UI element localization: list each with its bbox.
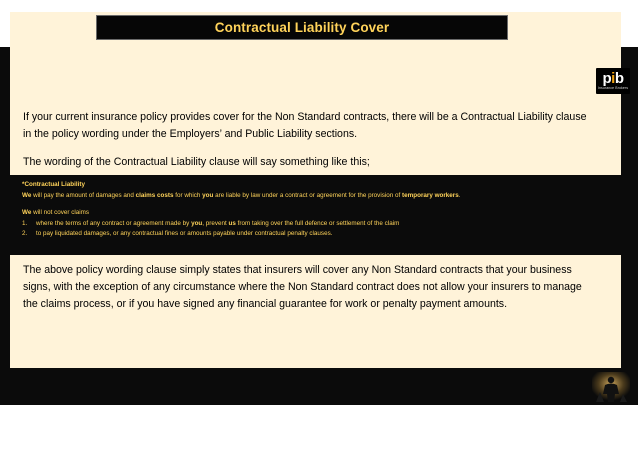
item-number: 2.: [22, 230, 28, 238]
item-text: where the terms of any contract or agreement made by: [36, 219, 192, 227]
item-you: you: [191, 219, 203, 227]
item-us: us: [228, 219, 236, 227]
pib-logo: [596, 68, 630, 94]
silhouette-figure-icon: [592, 372, 630, 402]
exclusion-we: We: [22, 209, 32, 217]
summary-text: [23, 262, 615, 313]
clause-we: We: [22, 191, 32, 199]
clause-claims-costs: claims costs: [135, 191, 174, 199]
intro-line-1: If your current insurance policy provides cover for the Non Standard contracts, there will be a Contractual Liability clause: [23, 111, 587, 123]
clause-sentence-part: .: [458, 191, 461, 199]
clause-you: you: [202, 191, 214, 199]
clause-item-2: [22, 229, 622, 240]
clause-exclusion-intro: [22, 208, 622, 219]
clause-sentence-part: are liable by law under a contract or agreement for the provision of: [213, 191, 403, 199]
item-text: from taking over the full defence or settlement of the claim: [235, 219, 400, 227]
summary-line-3: the claims process, or if you have signed any financial guarantee for work or penalty payment amounts.: [23, 298, 508, 310]
clause-sentence-part: for which: [173, 191, 203, 199]
summary-line-2: signs, with the exception of any circumstance where the Non Standard contract does not allow your insurers to manage: [23, 281, 582, 293]
exclusion-text: will not cover claims: [31, 209, 90, 217]
intro-text: [23, 109, 613, 171]
clause-text-block: [22, 180, 622, 240]
clause-item-1: [22, 219, 622, 230]
logo-tagline: Insurance Brokers: [597, 85, 629, 90]
item-text: , prevent: [202, 219, 229, 227]
intro-line-2: in the policy wording under the Employers’ and Public Liability sections.: [23, 128, 358, 140]
intro-line-3: The wording of the Contractual Liability clause will say something like this;: [23, 156, 370, 168]
item-text: to pay liquidated damages, or any contractual fines or amounts payable under contractual penalty clauses.: [36, 230, 333, 238]
slide-title: Contractual Liability Cover: [214, 20, 390, 35]
summary-line-1: The above policy wording clause simply states that insurers will cover any Non Standard contracts that your business: [23, 264, 572, 276]
clause-sentence: [22, 191, 622, 202]
item-number: 1.: [22, 219, 28, 227]
logo-mark: pib: [602, 69, 624, 87]
title-banner: [96, 15, 508, 40]
clause-temporary-workers: temporary workers: [402, 191, 459, 199]
clause-sentence-part: will pay the amount of damages and: [31, 191, 136, 199]
clause-heading: *Contractual Liability: [22, 181, 85, 188]
